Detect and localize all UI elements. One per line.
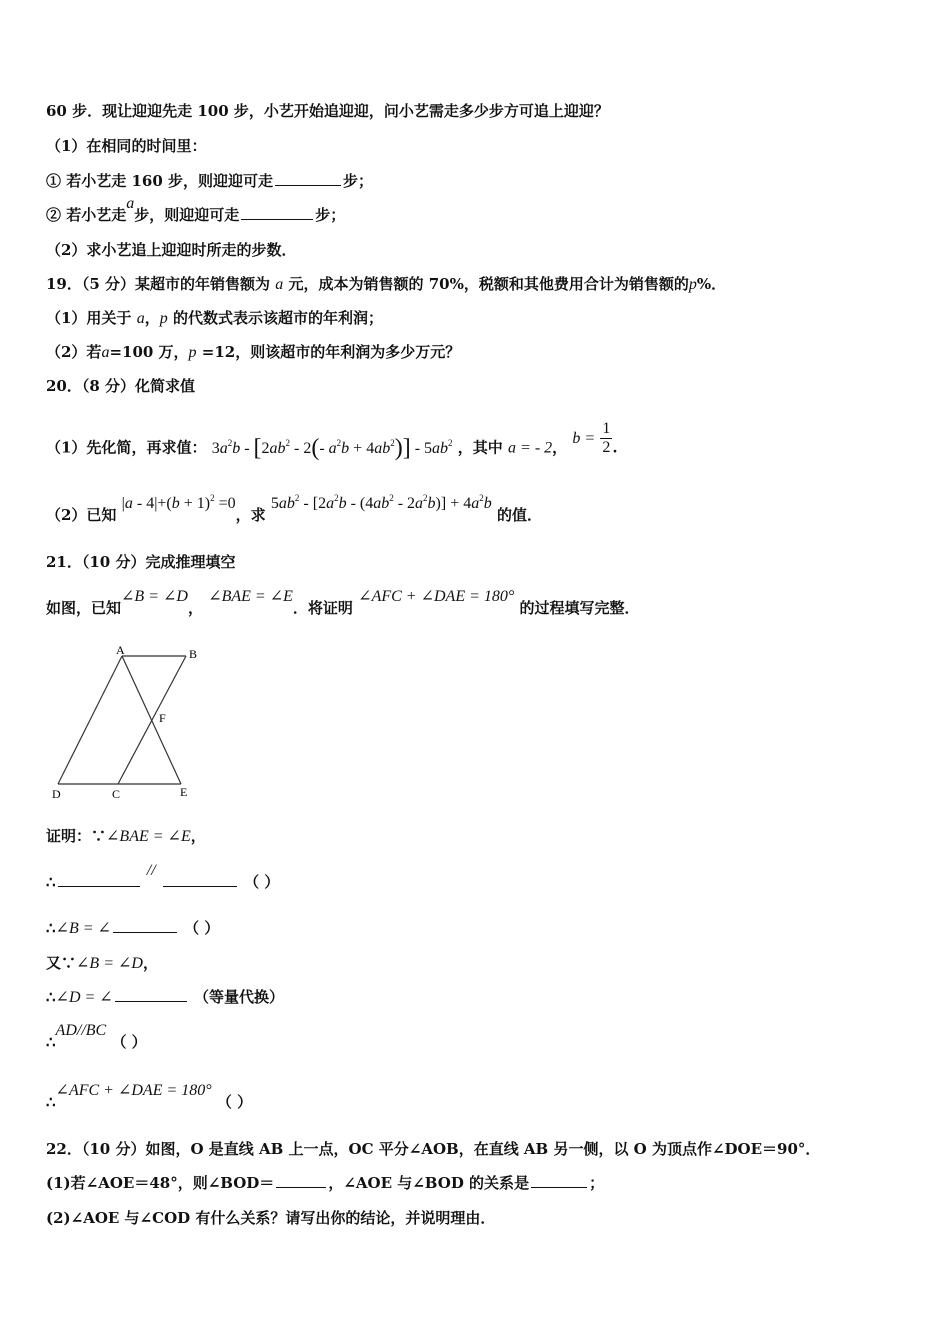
- proof-line: 又∵∠B = ∠D，: [46, 954, 158, 972]
- text-line: （1）用关于 a，p 的代数式表示该超市的年利润；: [46, 309, 383, 327]
- answer-blank[interactable]: [163, 872, 237, 887]
- proof-line: ∴ // （ ）: [46, 862, 280, 891]
- expression-1: $3a^2b - [2ab^2 - 2(-$ $a^2b + 4ab^2)] - 5ab^2$: [211, 434, 453, 461]
- text-line: （2）求小艺追上迎迎时所走的步数．: [46, 241, 297, 259]
- question-22: 22．（10 分）如图，O 是直线 AB 上一点，OC 平分∠AOB，在直线 AB 另一侧，以 O 为顶点作∠DOE＝90°．: [46, 1140, 821, 1158]
- answer-blank[interactable]: [58, 872, 140, 887]
- question-21: 21．（10 分）完成推理填空: [46, 553, 236, 571]
- label-f: F: [159, 711, 166, 725]
- expression-condition: $|a - 4|+(b + 1)^2 =0$: [121, 493, 236, 512]
- proof-line: ∴∠AFC + ∠DAE = 180° （ ）: [46, 1082, 253, 1111]
- label-b: B: [189, 647, 198, 661]
- answer-blank[interactable]: [115, 987, 187, 1002]
- answer-blank[interactable]: [241, 205, 313, 220]
- label-e: E: [180, 785, 188, 799]
- proof-line: ∴∠B = ∠ （ ）: [46, 919, 220, 937]
- proof-line: ∴AD//BC （ ）: [46, 1022, 147, 1051]
- text-line: （1）先化简，再求值： $3a^2b - [2ab^2 - 2(-$ $a^2b + 4ab^2)] - 5ab^2$ ，其中 a = - 2， b = $\frac{1}{2}$ .: [46, 420, 618, 461]
- segment-ad: [58, 656, 122, 784]
- text-line: (2)∠AOE 与∠COD 有什么关系？请写出你的结论，并说明理由．: [46, 1209, 496, 1227]
- answer-blank[interactable]: [113, 918, 177, 933]
- text-line: 60 步．现让迎迎先走 100 步，小艺开始追迎迎，问小艺需走多少步方可追上迎迎？: [46, 102, 609, 120]
- answer-blank[interactable]: [275, 171, 341, 186]
- text-line: （2）已知 $|a - 4|+(b + 1)^2 =0$，求 $5ab^2 - [2a^2b - (4ab^2 - 2a^2b)] + 4a^2b$ 的值．: [46, 493, 542, 524]
- text-line: （2）若a=100 万，p =12，则该超市的年利润为多少万元？: [46, 343, 461, 361]
- proof-line: ∴∠D = ∠ （等量代换）: [46, 988, 284, 1006]
- text-line: （1）在相同的时间里：: [46, 137, 207, 155]
- fraction-one-half: $\frac{1}{2}$: [602, 420, 611, 456]
- label-a: A: [116, 643, 125, 657]
- proof-line: 证明：∵∠BAE = ∠E，: [46, 827, 206, 845]
- text-line: (1)若∠AOE＝48°，则∠BOD＝ ，∠AOE 与∠BOD 的关系是 ；: [46, 1174, 605, 1192]
- text-line: ② 若小艺走a步，则迎迎可走 步；: [46, 195, 346, 224]
- expression-2: $5ab^2 - [2a^2b - (4ab^2 - 2a^2b)] + 4a^2b$: [270, 493, 492, 512]
- question-20: 20．（8 分）化简求值: [46, 377, 196, 395]
- label-c: C: [112, 787, 121, 801]
- label-d: D: [52, 787, 61, 801]
- answer-blank[interactable]: [531, 1173, 587, 1188]
- text-line: 如图，已知∠B = ∠D， ∠BAE = ∠E．将证明 ∠AFC + ∠DAE = 180° 的过程填写完整．: [46, 588, 640, 617]
- question-19: 19．（5 分）某超市的年销售额为 a 元，成本为销售额的 70%，税额和其他费用合计为销售额的p%．: [46, 275, 727, 293]
- segment-bc: [118, 656, 186, 784]
- text-line: ① 若小艺走 160 步，则迎迎可走 步；: [46, 172, 373, 190]
- answer-blank[interactable]: [276, 1173, 326, 1188]
- geometry-figure: [40, 640, 220, 810]
